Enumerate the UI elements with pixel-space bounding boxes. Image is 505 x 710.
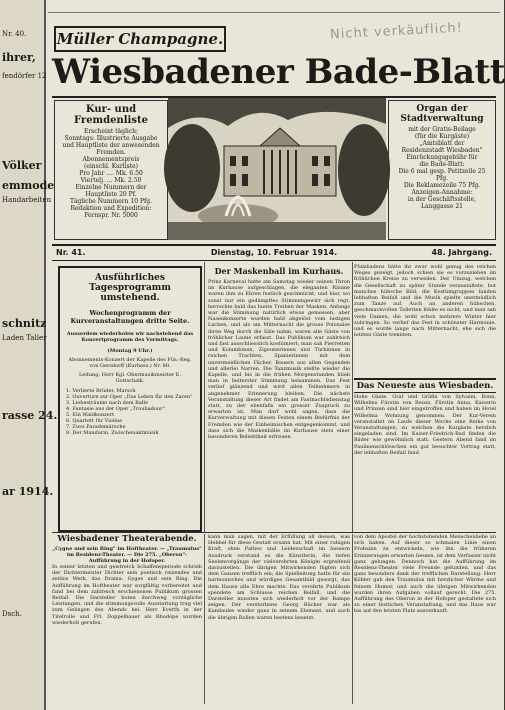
program-item: 4. Fantasie aus der Oper „Troubadour" bbox=[66, 406, 165, 412]
maskenball-continued bbox=[354, 264, 496, 376]
front-page bbox=[48, 4, 505, 708]
spine-fragment: Dsch. bbox=[2, 610, 22, 618]
spine-fragment: Laden Taller bbox=[2, 334, 47, 342]
maskenball-title: Der Maskenball im Kurhaus. bbox=[214, 266, 344, 276]
program-concert: Abonnements-Konzert der Kapelle des Füs.-Reg. von Gersdorff (Kurhess.) Nr. 80. bbox=[68, 357, 192, 369]
official-organ-box bbox=[388, 100, 496, 240]
program-day: (Montag 9 Uhr.) bbox=[107, 348, 153, 354]
column-rule bbox=[204, 534, 205, 704]
theater-subtitle: „Cygne und sein Ring" im Hoftheater. — „Traumulus" im Residenz-Theater. — Die 275. „Oberon"-Aufführung in der Hofoper. bbox=[52, 546, 202, 564]
theater-title: Wiesbadener Theaterabende. bbox=[57, 534, 197, 544]
theater-column-2-text: kann man sagen, mit der Erfüllung all dessen, was Hebbel für diese Gestalt ersann hat. Mit einer ruhigen Kraft, ohne Pathos und Leidenschaft im äussern Ausdruck verstand es die Künstlerin, die tiefen Seelenvorgänge der vielverehrten Königin ergreifend darzustellen. Die übrigen Mitwirkenden fügten sich dem Ganzen trefflich ein; die Spielleitung hatte für ein harmonisches und würdiges Gesamtbild gesorgt, das dem Hause alle Ehre machte. Das verehrte Publikum spendete am Schlusse reichen Beifall, und die Darsteller mussten sich wiederholt vor der Rampe zeigen. Der verstorbene Georg Rücker war als Kandaules wieder ganz in seinem Element, und auch die übrigen Rollen waren bestens besetzt. bbox=[208, 534, 350, 621]
program-item: 5. Ein Waldkonzert bbox=[66, 412, 115, 418]
subscription-line: (einschl. Kurliste) bbox=[83, 163, 138, 170]
spine-fragment: schnitz bbox=[2, 317, 47, 330]
theater-column-2 bbox=[208, 534, 350, 704]
champagne-ad: Müller Champagne. bbox=[54, 26, 226, 52]
official-organ-line: die Bade-Blatt: bbox=[419, 161, 465, 168]
spine-fragment: rasse 24. bbox=[2, 409, 58, 422]
not-for-sale-stamp: Nicht verkäuflich! bbox=[329, 20, 464, 43]
neueste-text: Hohe Gäste. Graf und Gräfin von Sylvaini, Bonn, Wilhelms Fürstin von Reuss, Fürstin Anna, Kaiserin und Prinzen sind hier eingetroffen und haben im Hotel Wilhelma Wohnung genommen. Der Kur-Verein veranstaltet im Laufe dieser Woche eine Reihe von Veranstaltungen, zu welchen die Kurgäste herzlich eingeladen sind. Im Kaiser-Friedrich-Bad finden die Bäder wie gewöhnlich statt. Gestern Abend fand im Paulinenschlösschen ein gut besuchter Vortrag statt, der lebhaften Beifall fand. bbox=[354, 394, 496, 456]
official-organ-line: (für die Kurgäste) bbox=[414, 133, 470, 140]
theater-column-3-text: von dem Apostel der hochstehenden Menschenliebe an sich haben. Auf dieser so schmalen Linie einen Frohsinn zu entwickeln, wie ihn die früheren Erinnerungen erwarten liessen, ist dem Verfasser nicht ganz gelungen. Dennoch hat die Aufführung im Residenz-Theater viele Freunde gefunden, und das ganz besonders dank der trefflichen Darstellung. Herr Köhler gab den Traumulus mit herzlicher Wärme und feinem Humor, und auch die übrigen Mitwirkenden wurden ihren Aufgaben vollauf gerecht. Die 275. Aufführung des Oberon in der Hofoper gestaltete sich zu einer festlichen Veranstaltung, und das Haus war bis auf den letzten Platz ausverkauft. bbox=[354, 534, 496, 615]
subscription-line: Fernspr. Nr. 5000 bbox=[84, 212, 138, 219]
subscription-line: Fremden. bbox=[96, 149, 126, 156]
neueste-article bbox=[354, 394, 496, 530]
neueste-heading: Das Neueste aus Wiesbaden. bbox=[354, 378, 496, 393]
theater-article bbox=[52, 564, 202, 704]
column-rule bbox=[352, 262, 353, 532]
subscription-line: Redaktion und Expedition: bbox=[70, 205, 152, 212]
program-leader: Leitung: Herr Kgl. Obermusikmeister E. Gottschalk. bbox=[78, 372, 182, 384]
official-organ-line: Einrückungsgebühr für bbox=[406, 154, 478, 161]
program-item: 1. Verlierte Brüder, Marsch bbox=[66, 388, 136, 394]
spine-fragment: ar 1914. bbox=[2, 485, 54, 498]
subscription-line: Tägliche Nummern 10 Pfg. bbox=[70, 198, 152, 205]
masthead-title: Wiesbadener Bade-Blatt bbox=[52, 52, 505, 92]
program-subheading: Wochenprogramm der Kurveranstaltungen dritte Seite. bbox=[70, 309, 190, 325]
theater-column-3 bbox=[354, 534, 496, 704]
theater-text: In seiner letzten und geistreich Schaffensperiode schrieb der Dichtermeister Dichter sein poetisch reizendes und zeitlos Werk, das Drama: Gyges und sein Ring. Die Aufführung im Hoftheater war sorgfältig vorbereitet und fand bei dem zahlreich erschienenen Publikum grossen Beifall. Die Darsteller boten durchweg vorzügliche Leistungen, und die stimmungsvolle Ausstattung trug viel zum Gelingen des Abends bei. Herr Everth in der Titelrolle und Frl. Doppelbauer als Rhodope wurden wiederholt gerufen. bbox=[52, 564, 202, 626]
subscription-box bbox=[54, 100, 168, 240]
subscription-line: Pro Jahr .... Mk. 6.50 bbox=[79, 170, 143, 177]
subscription-line: Sonntags: Illustrierte Ausgabe bbox=[64, 135, 158, 142]
subscription-line: Abonnementspreis bbox=[82, 156, 140, 163]
official-organ-line: Die Reklamezeile 75 Pfg. bbox=[403, 182, 481, 189]
program-item: 3. Liebesträume nach dem Balle bbox=[66, 400, 148, 406]
official-organ-heading: Organ der Stadtverwaltung bbox=[400, 104, 484, 124]
official-organ-line: Residenzstadt Wiesbaden" bbox=[401, 147, 483, 154]
spine-fragment: ihrer, bbox=[2, 51, 36, 64]
subscription-line: Viertelj. ... Mk. 2.50 bbox=[80, 177, 142, 184]
program-note: Ausserdem wiederholen wir nachstehend das Konzertprogramm des Vormittags. bbox=[66, 331, 194, 343]
subscription-line: Einzelne Nummern der Hauptliste 20 Pf. bbox=[75, 184, 147, 198]
section-rule bbox=[52, 532, 496, 533]
program-item: 7. Zwei Parademärsche bbox=[66, 424, 126, 430]
column-rule bbox=[352, 534, 353, 704]
spine-number: Nr. 40. bbox=[2, 30, 27, 38]
subscription-lines bbox=[55, 126, 167, 219]
program-heading: Ausführliches Tagesprogramm umstehend. bbox=[89, 273, 171, 303]
program-item: 2. Ouverture zur Oper „Das Leben für den Zaren" bbox=[66, 394, 193, 400]
column-rule bbox=[204, 262, 205, 532]
official-organ-line: „Amtsblatt der bbox=[419, 140, 465, 147]
issue-volume: 48. Jahrgang. bbox=[431, 248, 492, 257]
kurhaus-illustration bbox=[168, 98, 386, 240]
maskenball-text: Prinz Karneval hatte am Samstag wieder seinen Thron im Kurhause aufgeschlagen, die eleganten Räume waren ihm zu Ehren festlich geschmückt, und hier, wo sonst nur ein gedämpftes Stimmengewirr sich regt, herrschte bald das bunte Treiben der Masken. Anfangs war die Stimmung natürlich etwas gemessen, aber Nasenkonzerte wurden bald abgelöst vom lustigen Lachen, und als um Mitternacht die grosse Polonaise ihren Weg durch die Säle nahm, waren alle Gäste von fröhlicher Laune erfasst. Das Publikum war zahlreich und fast ausschliesslich kostümiert; man sah Pierretten und Kolumbinen, Zigeunerinnen und Türkinnen in reichen Trachten, Spanierinnen mit dem unvermeidlichen Fächer, Bauern aus allen Gegenden und allerlei Narren. Die Tanzmusik stellte wieder die Kapelle, und bis in die frühen Morgenstunden blieb man in heiterster Stimmung beisammen. Das Fest verlief glänzend und wird allen Teilnehmern in angenehmer Erinnerung bleiben. Die nächste Veranstaltung dieser Art findet am Fastnachtsdienstag statt, zu der ebenfalls ein grosser Zuspruch zu erwarten ist. Man darf wohl sagen, dass die Kurverwaltung mit diesen Festen einem Bedürfnis der Fremden wie der Einheimischen entgegenkommt, und dass sich die Maskenbälle im Kurhause stets einer besonderen Beliebtheit erfreuen. bbox=[208, 279, 350, 441]
official-organ-line: Anzeigen-Annahme: bbox=[411, 189, 473, 196]
issue-date: Dienstag, 10. Februar 1914. bbox=[210, 248, 338, 257]
program-items bbox=[60, 388, 200, 436]
subscription-line: Erscheint täglich; bbox=[83, 128, 139, 135]
official-organ-line: in der Geschäftsstelle, Langgasse 21 bbox=[407, 196, 477, 210]
spine-fragment: Handarbeiten bbox=[2, 196, 52, 204]
issue-number: Nr. 41. bbox=[56, 248, 86, 257]
spine-fragment: fendörfer 12 bbox=[2, 72, 47, 80]
official-organ-line: mit der Gratis-Beilage bbox=[408, 126, 476, 133]
maskenball-continued-text: Pfalzbadens hätte ihr zwar wohl genug des reichen Weges gezeigt, jedoch schien sie es vorzuziehen im fröhlichen Kreise zu verweilen. Der Umzug, welchen die Gesellschaft zu später Stunde veranstaltete, bot manches hübsche Bild; die Kostümgruppen fanden lebhaften Beifall und die Musik spielte unermüdlich zum Tanze auf. Auch an anderen hübschen, geschmackvollen Toiletten fehlte es nicht, und man sah viele Damen, die wohl schon mehrere Winter hier zubringen. So verlief das Fest in schönster Harmonie, und es wurde lange nach Mitternacht, ehe sich die letzten Gäste trennten. bbox=[354, 264, 496, 339]
adjacent-page-spine bbox=[0, 0, 58, 710]
program-item: 6. Quartett für Violine bbox=[66, 418, 123, 424]
dateline-bar bbox=[52, 244, 496, 261]
top-rule bbox=[48, 4, 500, 13]
daily-program-box bbox=[58, 266, 202, 532]
program-item: 8. Der Mandarin, Zwischenaktmusik bbox=[66, 430, 159, 436]
maskenball-article bbox=[208, 264, 350, 532]
subscription-line: und Hauptliste der anwesenden bbox=[62, 142, 160, 149]
subscription-heading: Kur- und Fremdenliste bbox=[74, 104, 148, 126]
spine-fragment: emmode bbox=[2, 179, 55, 192]
spine-fragment: Völker bbox=[2, 159, 42, 172]
official-organ-lines bbox=[389, 124, 495, 210]
official-organ-line: Die 6 mal gesp. Petitzeile 25 Pfg. bbox=[398, 168, 486, 182]
